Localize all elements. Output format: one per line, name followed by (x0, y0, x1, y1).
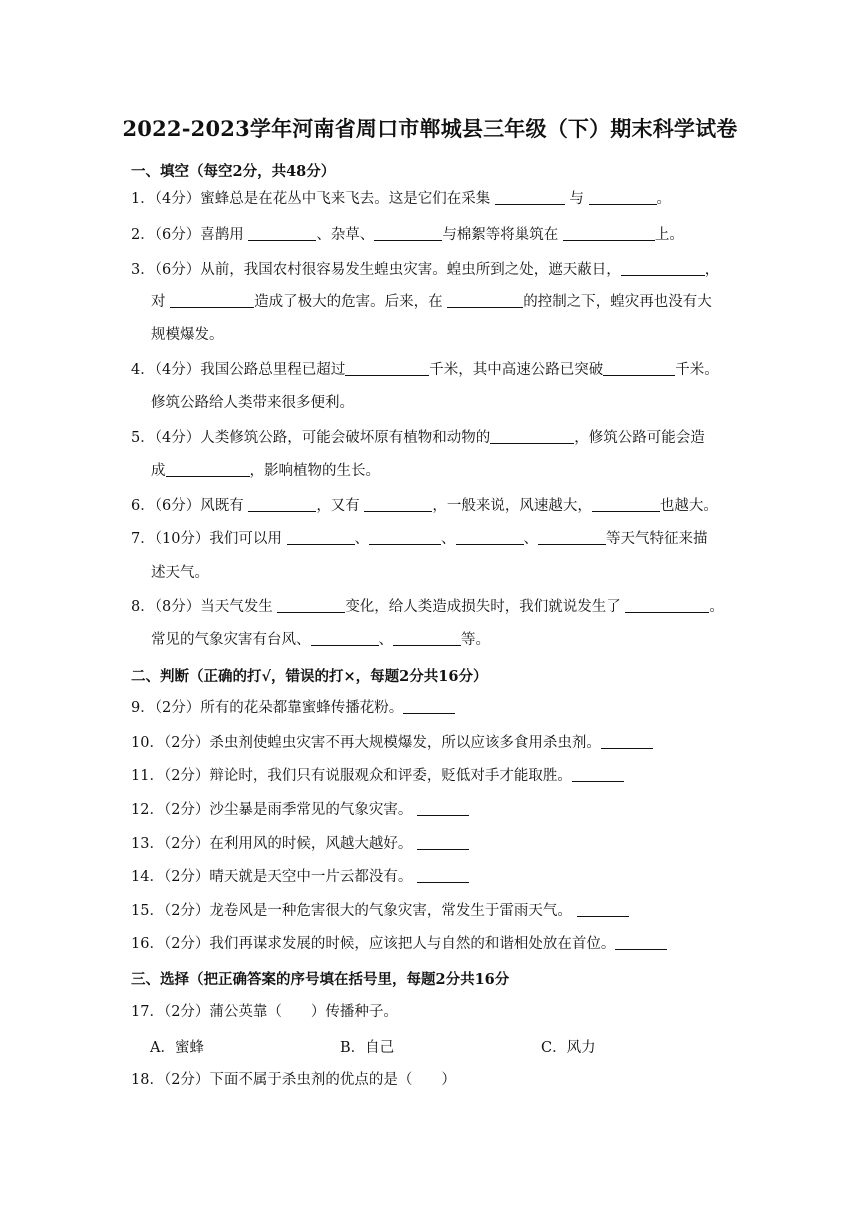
answer-blank[interactable] (369, 529, 441, 545)
question-5-line-1 (131, 428, 705, 448)
q10-text: 10．（2分）杀虫剂使蝗虫灾害不再大规模爆发，所以应该多食用杀虫剂。 (131, 735, 601, 751)
q3-text-d: 造成了极大的危害。后来，在 (254, 294, 443, 310)
q2-text-a: 2．（6分）喜鹊用 (131, 227, 244, 243)
q3-text-b: ， (704, 262, 720, 278)
question-8-line-1 (131, 597, 724, 617)
q15-text: 15．（2分）龙卷风是一种危害很大的气象灾害，常发生于雷雨天气。 (131, 903, 572, 919)
question-4-line-2: 修筑公路给人类带来很多便利。 (151, 395, 354, 411)
q8-text-f: 等。 (461, 632, 490, 648)
q1-text-c: 。 (656, 191, 672, 207)
section-true-false: 二、判断（正确的打√，错误的打×，每题2分共16分） (131, 668, 488, 685)
q2-text-b: 、杂草、 (316, 227, 375, 243)
q5-text-c: 成 (151, 463, 166, 479)
q7-text-c: 、 (441, 531, 456, 547)
q3-text-c: 对 (151, 294, 166, 310)
q7-text-d: 、 (523, 531, 539, 547)
q6-text-c: ，一般来说，风速越大， (432, 498, 592, 514)
question-18: 18．（2分）下面不属于杀虫剂的优点的是（ ） (131, 1072, 456, 1088)
answer-blank[interactable] (345, 360, 429, 376)
question-5-line-2 (151, 461, 380, 481)
q3-text-e: 的控制之下，蝗灾再也没有大 (523, 294, 712, 310)
q2-text-c: 与棉絮等将巢筑在 (442, 227, 559, 243)
exam-title: 2022-2023学年河南省周口市郸城县三年级（下）期末科学试卷 (122, 116, 738, 141)
answer-blank[interactable] (417, 867, 469, 883)
answer-blank[interactable] (592, 496, 660, 512)
section-fill-in: 一、填空（每空2分，共48分） (131, 163, 336, 180)
q1-text-b: 与 (569, 191, 584, 207)
q2-text-d: 上。 (654, 227, 684, 243)
question-4-line-1 (131, 360, 719, 380)
q13-text: 13．（2分）在利用风的时候，风越大越好。 (131, 836, 413, 852)
question-11 (131, 766, 624, 786)
answer-blank[interactable] (447, 292, 523, 308)
answer-blank[interactable] (277, 597, 345, 613)
question-6 (131, 496, 718, 516)
q11-text: 11．（2分）辩论时，我们只有说服观众和评委，贬低对手才能取胜。 (131, 768, 572, 784)
question-7-line-1 (131, 529, 708, 549)
answer-blank[interactable] (311, 630, 379, 646)
answer-blank[interactable] (248, 496, 316, 512)
question-9 (131, 698, 455, 718)
answer-blank[interactable] (563, 225, 655, 241)
answer-blank[interactable] (417, 834, 469, 850)
answer-blank[interactable] (621, 260, 705, 276)
question-15 (131, 901, 629, 921)
answer-blank[interactable] (495, 189, 565, 205)
question-1 (131, 189, 671, 209)
answer-blank[interactable] (625, 597, 709, 613)
q4-text-b: 千米，其中高速公路已突破 (429, 362, 604, 378)
question-3-line-1 (131, 260, 719, 280)
answer-blank[interactable] (589, 189, 657, 205)
q6-text-d: 也越大。 (659, 498, 718, 514)
section-multiple-choice: 三、选择（把正确答案的序号填在括号里，每题2分共16分 (131, 971, 510, 988)
question-7-line-2: 述天气。 (151, 565, 209, 581)
answer-blank[interactable] (248, 225, 316, 241)
q5-text-d: ，影响植物的生长。 (249, 463, 380, 479)
answer-blank[interactable] (364, 496, 432, 512)
answer-blank[interactable] (490, 428, 574, 444)
option-b[interactable]: B．自己 (340, 1040, 395, 1056)
answer-blank[interactable] (577, 901, 629, 917)
question-17: 17．（2分）蒲公英靠（ ）传播种子。 (131, 1004, 398, 1020)
question-3-line-3: 规模爆发。 (151, 327, 224, 343)
q6-text-b: ，又有 (316, 498, 360, 514)
q6-text-a: 6．（6分）风既有 (131, 498, 244, 514)
question-3-line-2 (151, 292, 712, 312)
q8-text-c: 。 (709, 599, 724, 615)
question-16 (131, 934, 667, 954)
answer-blank[interactable] (601, 733, 653, 749)
q4-text-a: 4．（4分）我国公路总里程已超过 (131, 362, 346, 378)
question-12 (131, 800, 469, 820)
answer-blank[interactable] (166, 461, 250, 477)
q7-text-e: 等天气特征来描 (606, 531, 708, 547)
q5-text-a: 5．（4分）人类修筑公路，可能会破坏原有植物和动物的 (131, 430, 491, 446)
answer-blank[interactable] (615, 934, 667, 950)
option-c[interactable]: C．风力 (541, 1040, 596, 1056)
question-10 (131, 733, 653, 753)
question-13 (131, 834, 469, 854)
answer-blank[interactable] (538, 529, 606, 545)
question-2 (131, 225, 684, 245)
question-14 (131, 867, 469, 887)
question-8-line-2 (151, 630, 490, 650)
q9-text: 9．（2分）所有的花朵都靠蜜蜂传播花粉。 (131, 700, 404, 716)
answer-blank[interactable] (287, 529, 355, 545)
option-a[interactable]: A．蜜蜂 (150, 1040, 204, 1056)
answer-blank[interactable] (456, 529, 524, 545)
q3-text-a: 3．（6分）从前，我国农村很容易发生蝗虫灾害。蝗虫所到之处，遮天蔽日， (131, 262, 621, 278)
answer-blank[interactable] (403, 698, 455, 714)
q16-text: 16．（2分）我们再谋求发展的时候，应该把人与自然的和谐相处放在首位。 (131, 936, 616, 952)
q8-text-b: 变化，给人类造成损失时，我们就说发生了 (345, 599, 621, 615)
answer-blank[interactable] (603, 360, 675, 376)
q8-text-d: 常见的气象灾害有台风、 (151, 632, 311, 648)
answer-blank[interactable] (417, 800, 469, 816)
answer-blank[interactable] (393, 630, 461, 646)
q14-text: 14．（2分）晴天就是天空中一片云都没有。 (131, 869, 413, 885)
q7-text-a: 7．（10分）我们可以用 (131, 531, 282, 547)
q4-text-c: 千米。 (675, 362, 719, 378)
q7-text-b: 、 (354, 531, 370, 547)
q5-text-b: ，修筑公路可能会造 (574, 430, 705, 446)
q12-text: 12．（2分）沙尘暴是雨季常见的气象灾害。 (131, 802, 413, 818)
answer-blank[interactable] (572, 766, 624, 782)
answer-blank[interactable] (374, 225, 442, 241)
answer-blank[interactable] (170, 292, 254, 308)
q8-text-e: 、 (378, 632, 393, 648)
q8-text-a: 8．（8分）当天气发生 (131, 599, 273, 615)
q1-text-a: 1．（4分）蜜蜂总是在花丛中飞来飞去。这是它们在采集 (131, 191, 491, 207)
